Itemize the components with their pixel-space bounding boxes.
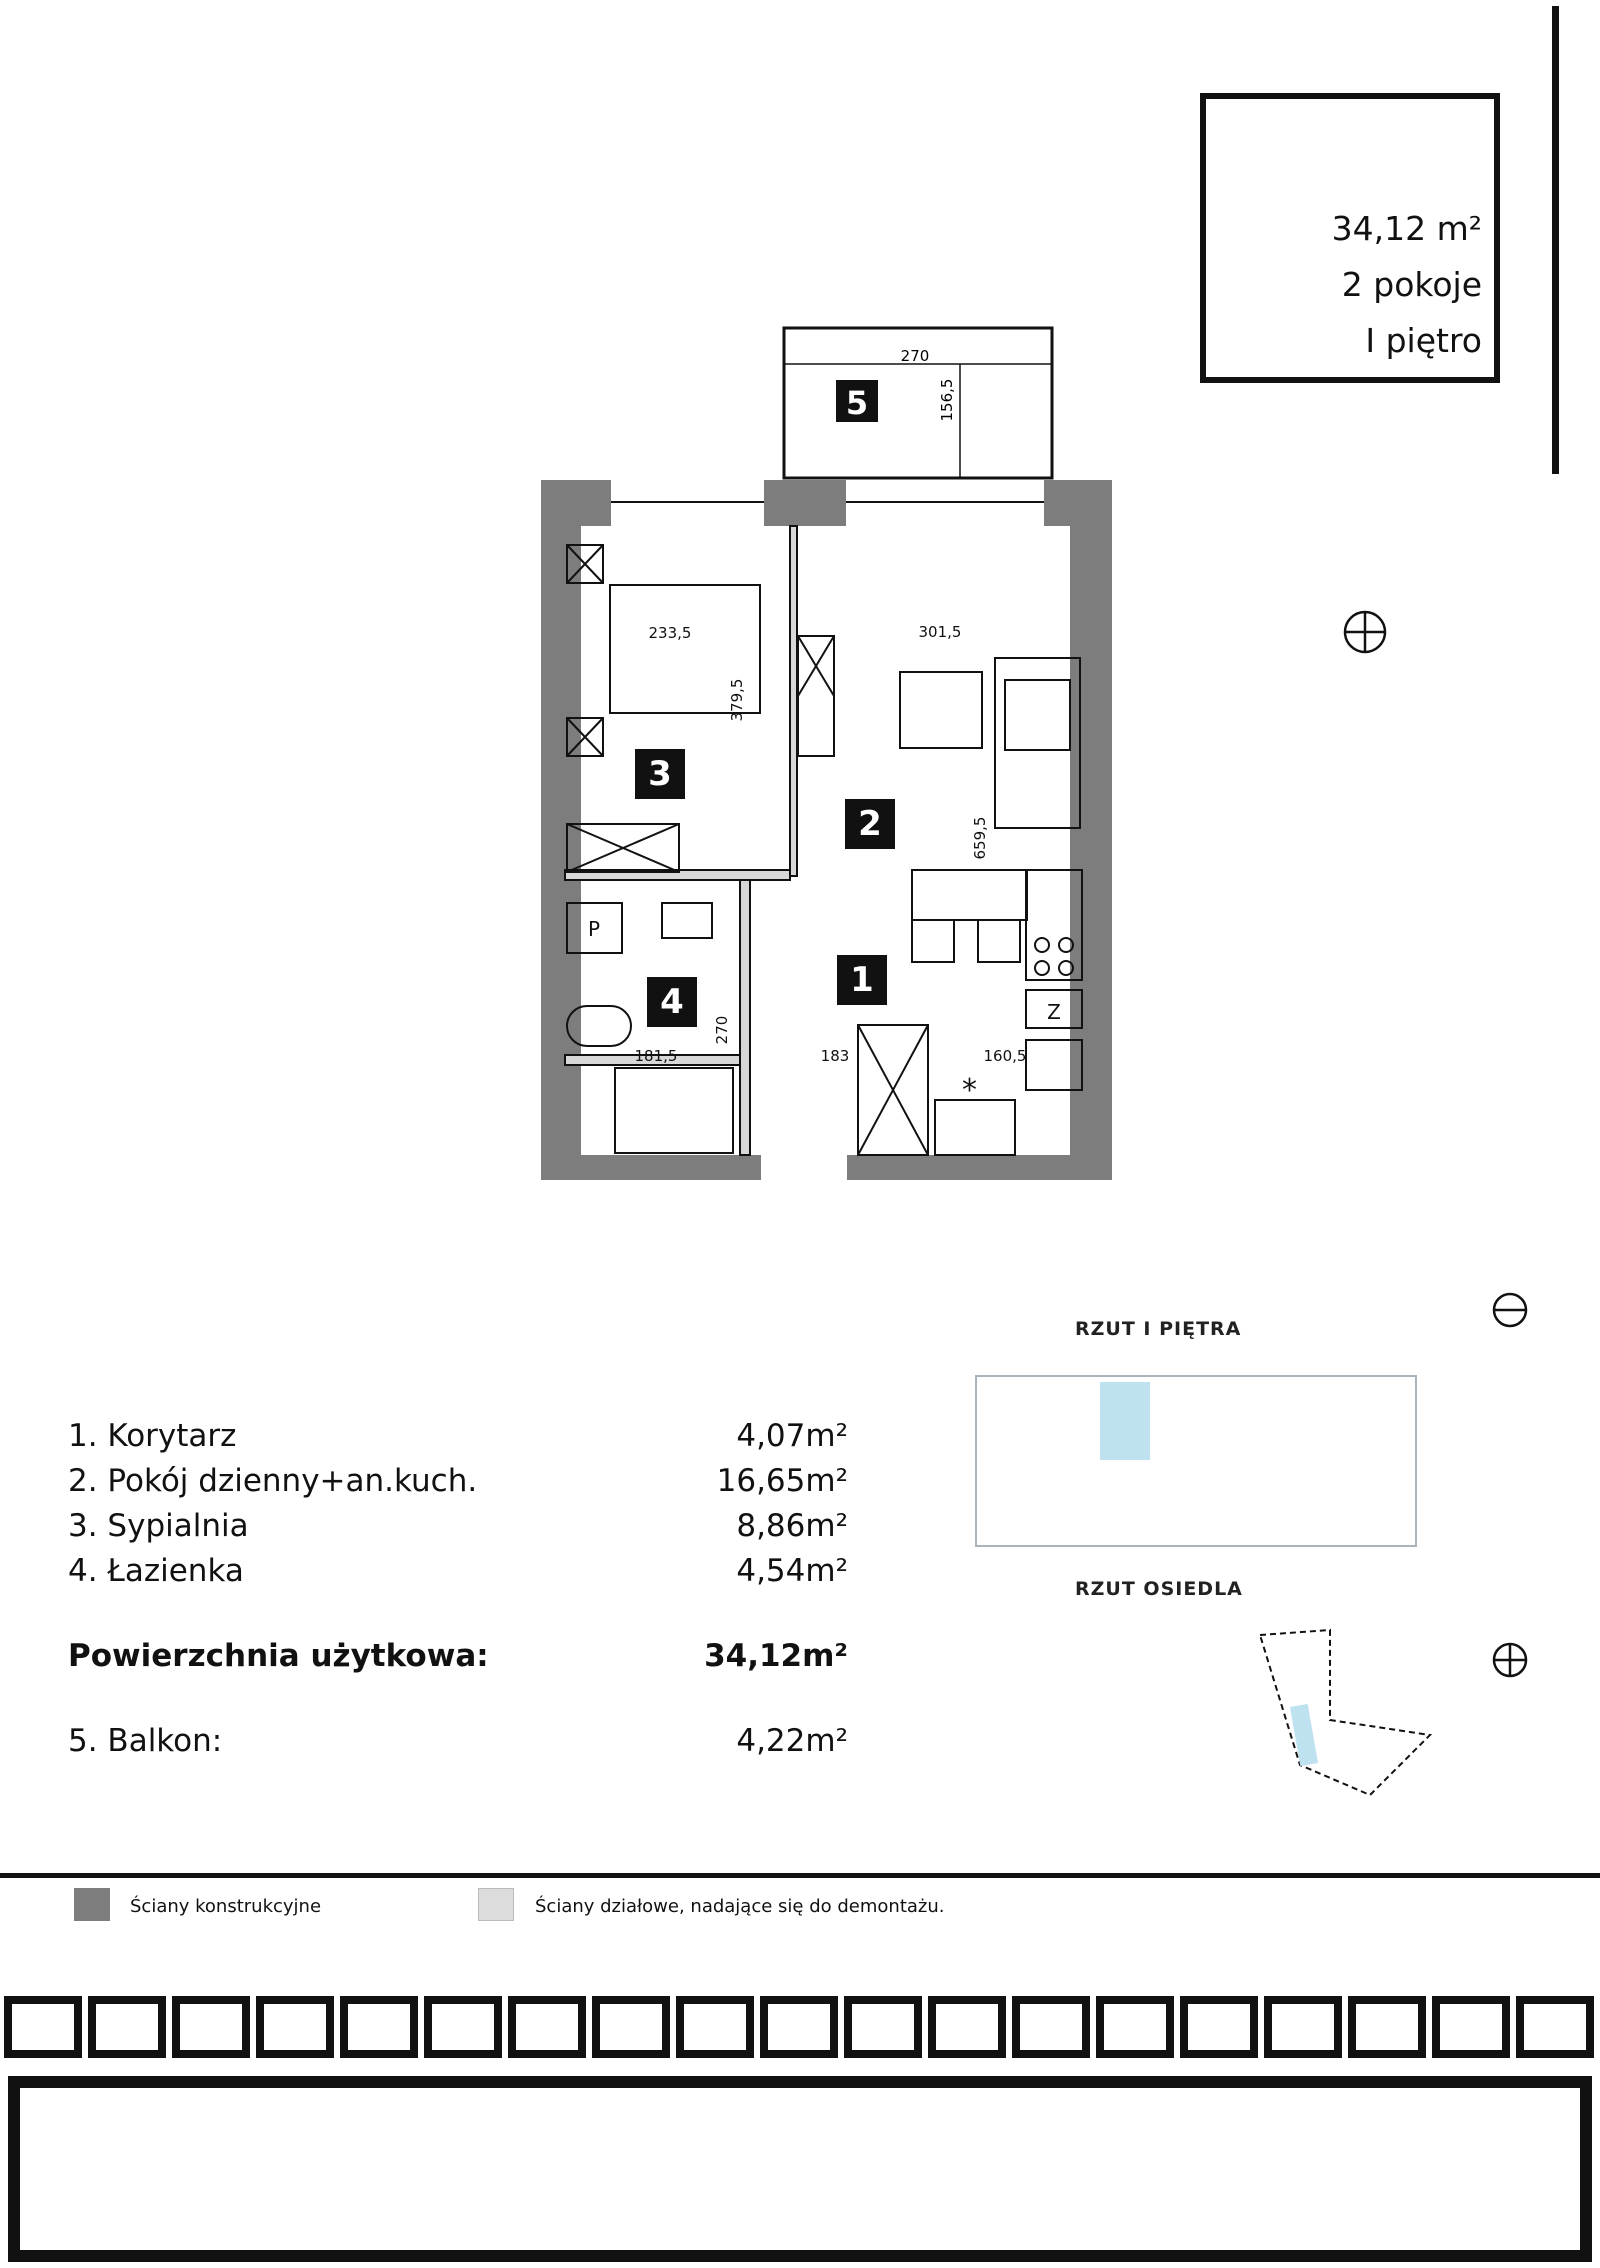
room-number-4: 4	[660, 982, 684, 1022]
decorative-tile	[260, 2000, 330, 2054]
compass-small-icon-1	[1490, 1290, 1530, 1330]
dim-bedroom-length: 379,5	[728, 678, 746, 722]
partition-walls	[565, 526, 797, 1155]
room-row	[68, 1418, 848, 1463]
decorative-tile	[1352, 2000, 1422, 2054]
dim-bathroom-depth: 270	[713, 1015, 731, 1045]
bottom-frame	[8, 2076, 1592, 2262]
room-number-3: 3	[648, 754, 672, 794]
decorative-tile-row	[0, 1992, 1600, 2062]
estate-minimap-title: RZUT OSIEDLA	[1075, 1578, 1243, 1600]
room-area: 4,07m²	[736, 1418, 848, 1454]
structural-wall-legend: Ściany konstrukcyjne	[130, 1896, 322, 1917]
room-row	[68, 1463, 848, 1508]
decorative-tile	[1436, 2000, 1506, 2054]
room-number-1: 1	[850, 960, 874, 1000]
structural-wall-swatch	[74, 1888, 110, 1921]
total-area-row	[68, 1638, 848, 1683]
dim-hallway-width: 183	[820, 1047, 850, 1065]
decorative-tile	[1016, 2000, 1086, 2054]
total-area-value: 34,12m²	[704, 1638, 848, 1674]
legend-divider	[0, 1873, 1600, 1878]
balcony-label: 5. Balkon:	[68, 1723, 223, 1759]
room-number-5: 5	[845, 384, 869, 422]
summary-floor: I piętro	[1365, 321, 1482, 360]
summary-area: 34,12 m²	[1331, 209, 1482, 248]
dim-living-length: 659,5	[971, 816, 989, 860]
decorative-tile	[92, 2000, 162, 2054]
decorative-tile	[512, 2000, 582, 2054]
room-name: 4. Łazienka	[68, 1553, 244, 1589]
dim-living-width: 301,5	[918, 623, 962, 641]
decorative-tile	[596, 2000, 666, 2054]
estate-minimap	[1220, 1625, 1440, 1825]
decorative-tile	[344, 2000, 414, 2054]
washer-label: P	[587, 917, 601, 941]
floor-minimap	[970, 1370, 1420, 1550]
room-row	[68, 1553, 848, 1598]
summary-rooms: 2 pokoje	[1341, 265, 1482, 304]
room-name: 2. Pokój dzienny+an.kuch.	[68, 1463, 478, 1499]
room-name: 1. Korytarz	[68, 1418, 237, 1454]
balcony-area: 4,22m²	[736, 1723, 848, 1759]
bathroom-fixtures	[567, 903, 733, 1153]
decorative-tile	[932, 2000, 1002, 2054]
dim-bedroom-width: 233,5	[648, 624, 692, 642]
living-room-furniture	[798, 623, 1082, 1090]
decorative-tile	[176, 2000, 246, 2054]
decorative-tile	[764, 2000, 834, 2054]
partition-wall-legend: Ściany działowe, nadające się do demontażu.	[535, 1896, 945, 1917]
fridge-label: Z	[1047, 1000, 1061, 1024]
decorative-tile	[8, 2000, 78, 2054]
dim-balcony-width: 270	[900, 347, 930, 365]
room-row	[68, 1508, 848, 1553]
decorative-tile	[428, 2000, 498, 2054]
room-number-2: 2	[858, 804, 882, 844]
decorative-tile	[1520, 2000, 1590, 2054]
decorative-tile	[1100, 2000, 1170, 2054]
dim-balcony-depth: 156,5	[938, 378, 956, 422]
decorative-tile	[1184, 2000, 1254, 2054]
balcony-row	[68, 1723, 848, 1768]
partition-wall-swatch	[478, 1888, 514, 1921]
decorative-tile	[1268, 2000, 1338, 2054]
room-area-list	[68, 1418, 868, 1768]
balcony	[784, 328, 1052, 478]
total-area-label: Powierzchnia użytkowa:	[68, 1638, 489, 1674]
dim-bathroom-width: 181,5	[634, 1047, 678, 1065]
dim-kitchen-width: 160,5	[983, 1047, 1027, 1065]
room-area: 16,65m²	[716, 1463, 848, 1499]
compass-small-icon-2	[1490, 1640, 1530, 1680]
decorative-tile	[848, 2000, 918, 2054]
compass-icon	[1345, 612, 1385, 652]
room-area: 4,54m²	[736, 1553, 848, 1589]
room-area: 8,86m²	[736, 1508, 848, 1544]
room-name: 3. Sypialnia	[68, 1508, 249, 1544]
decorative-tile	[680, 2000, 750, 2054]
storage-marker: *	[962, 1073, 977, 1108]
bedroom-furniture	[567, 545, 760, 872]
hallway-fixtures	[821, 956, 1027, 1155]
floor-plan-minimap-title: RZUT I PIĘTRA	[1075, 1318, 1242, 1340]
